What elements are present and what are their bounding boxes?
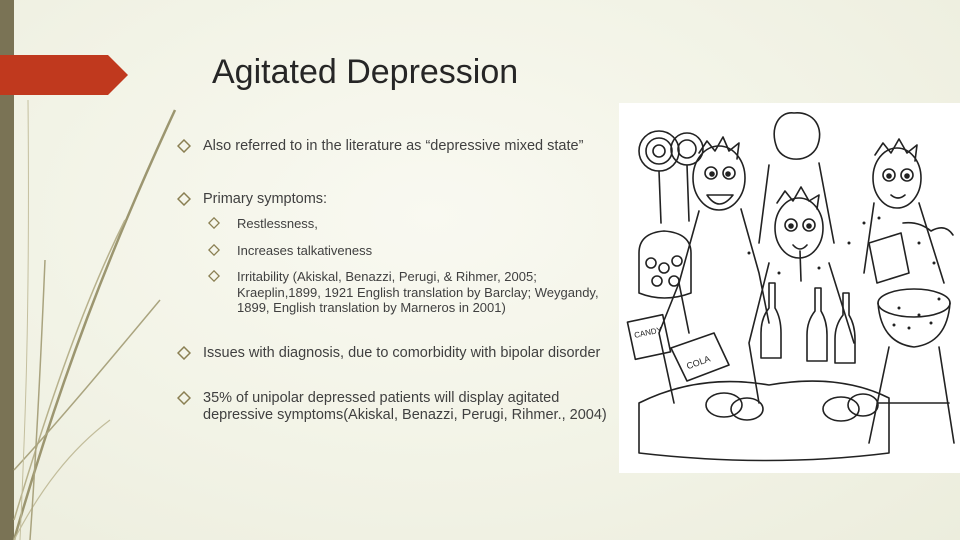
- diamond-bullet-icon: [177, 346, 191, 360]
- diamond-bullet-icon: [177, 391, 191, 405]
- cartoon-illustration: [619, 103, 960, 473]
- bullet-text: Issues with diagnosis, due to comorbidity with bipolar disorder: [203, 344, 601, 361]
- sub-bullet-text: Increases talkativeness: [237, 242, 373, 258]
- sub-bullet-text: Irritability (Akiskal, Benazzi, Perugi, & Rihmer, 2005; Kraeplin,1899, 1921 English translation by Barclay; Weygandy, 1899, English translation by Marneros in 2001): [237, 269, 599, 315]
- bullet-text: 35% of unipolar depressed patients will display agitated depressive symptoms(Akiskal, Benazzi, Perugi, Rihmer., 2004): [203, 389, 607, 423]
- cartoon-drawing: [619, 103, 960, 473]
- candy-label: CANDY: [633, 325, 663, 340]
- slide-title: Agitated Depression: [212, 53, 519, 91]
- diamond-bullet-icon: [177, 192, 191, 206]
- bullet-item: [176, 138, 616, 155]
- sub-bullet-item: [207, 216, 616, 232]
- diamond-bullet-icon: [208, 244, 220, 256]
- sub-bullet-item: [207, 243, 616, 259]
- sub-bullet-text: Restlessness,: [237, 216, 318, 231]
- bullet-item: [176, 345, 616, 362]
- diamond-bullet-icon: [208, 270, 220, 282]
- title-accent-arrow: [0, 55, 128, 95]
- bullet-item: [176, 191, 616, 208]
- cola-label: COLA: [685, 353, 712, 372]
- bullet-item: [176, 390, 616, 424]
- diamond-bullet-icon: [177, 139, 191, 153]
- bullet-list: [176, 138, 616, 424]
- sub-bullet-item: [207, 269, 616, 316]
- diamond-bullet-icon: [208, 217, 220, 229]
- bullet-text: Primary symptoms:: [203, 191, 328, 207]
- bullet-text: Also referred to in the literature as “depressive mixed state”: [203, 138, 584, 154]
